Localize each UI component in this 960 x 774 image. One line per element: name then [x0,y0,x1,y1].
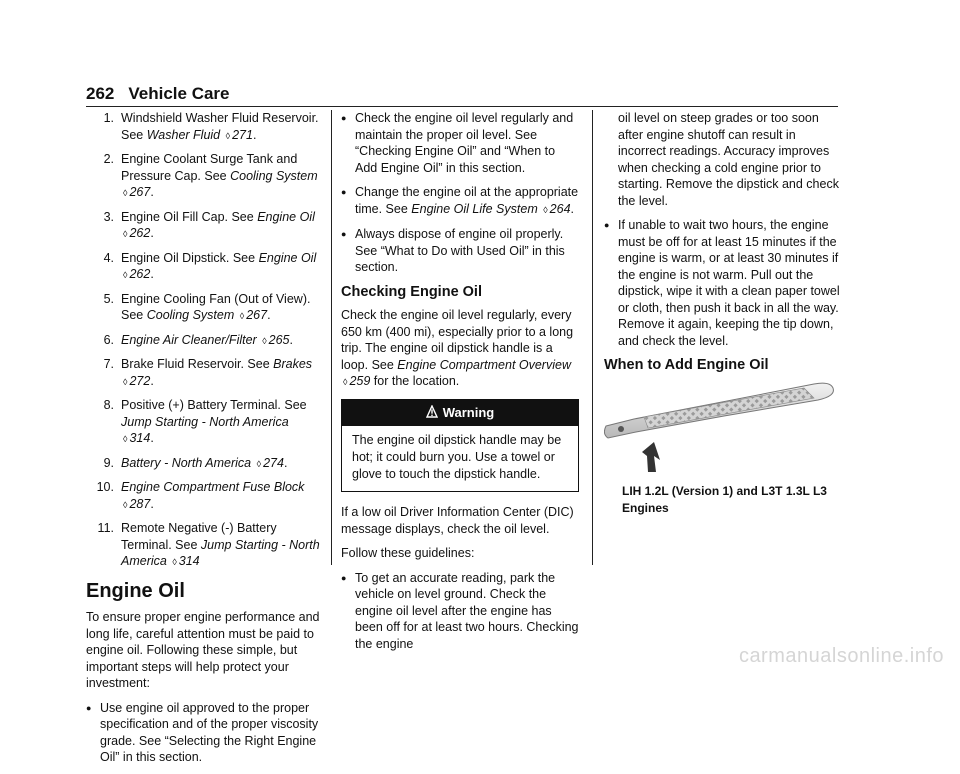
page-number: 262 [86,84,115,103]
item-text [121,151,320,202]
item-number: 3. [103,209,114,224]
page-ref-arrow-icon: ◊ [262,335,267,346]
numbered-item [86,397,320,448]
cross-ref-link[interactable]: Engine Oil [257,209,315,224]
bullet-text: If unable to wait two hours, the engine must be off for at least 15 minutes if the engine is warm, or at least 30 minutes if the engine is not warm. Pull out the dipstick, wipe it with a clean paper towel or cloth, then push it back in all the way. Remove it again, keeping the tip down, and check the level. [618,218,840,348]
item-lead-text: Engine Oil Dipstick. See [121,250,259,265]
column-2 [341,110,579,660]
item-lead-text: Engine Cooling Fan (Out of View). See [121,291,311,322]
dic-paragraph: If a low oil Driver Information Center (DIC) message displays, check the oil level. [341,505,574,536]
warning-title: Warning [442,404,495,420]
bullet-text: Always dispose of engine oil properly. See “What to Do with Used Oil” in this section. [355,227,565,274]
item-text [121,397,320,448]
dipstick-figure [604,382,840,517]
item-end: . [150,373,154,388]
numbered-item [86,520,320,571]
watermark: carmanualsonline.info [738,645,944,667]
page-ref-arrow-icon: ◊ [343,377,348,387]
item-end: . [150,226,154,240]
item-lead-text: Engine Oil Fill Cap. See [121,209,258,224]
when-to-add-heading: When to Add Engine Oil [604,357,769,373]
page-ref[interactable]: 262 [129,267,151,281]
list-item [341,184,579,218]
continued-bullet-text: oil level on steep grades or too soon after engine shutoff can result in incorrect readings. Accuracy improves when checking a cold engine prior to starting. Remove the dipstick and check the level. [618,111,839,208]
cross-ref-link[interactable]: Cooling System [230,168,318,183]
paragraph-text: Check the engine oil level regularly, every 650 km (400 mi), especially prior to a long trip. The engine oil dipstick handle is a loop. See [341,308,574,372]
cross-ref-link[interactable]: Jump Starting - North America [121,414,289,429]
item-text [121,209,320,243]
page-ref-arrow-icon: ◊ [225,130,231,141]
list-item [341,110,579,176]
item-end: . [150,185,154,199]
bullet-text-part: Change the engine oil at the appropriate time. See [355,185,579,216]
engine-oil-heading: Engine Oil [86,579,185,602]
numbered-list [86,110,320,571]
item-number: 4. [103,250,114,265]
page-ref-arrow-icon: ◊ [123,188,128,198]
checking-oil-heading: Checking Engine Oil [341,283,482,300]
item-end: . [150,267,154,281]
item-lead-text: Remote Negative (-) Battery Terminal. See [121,521,277,552]
item-number: 1. [103,111,114,125]
page-ref-arrow-icon: ◊ [123,229,128,239]
numbered-item [86,479,320,513]
page-ref-arrow-icon: ◊ [123,376,128,387]
page-ref[interactable]: 274 [263,455,284,470]
page-ref-arrow-icon: ◊ [123,499,128,510]
page-ref-arrow-icon: ◊ [543,204,548,215]
bullet-icon: ● [604,220,610,230]
bullet-icon: ● [341,187,347,197]
item-text [121,455,320,473]
numbered-item [86,151,320,202]
warning-icon [426,405,438,419]
item-number: 9. [103,455,114,470]
cross-ref-link[interactable]: Brakes [273,357,313,371]
item-number: 6. [103,332,114,347]
warning-header [342,400,578,427]
page-ref[interactable]: 287 [129,496,151,511]
item-text [121,356,320,390]
item-lead-text: Positive (+) Battery Terminal. See [121,398,307,412]
page-ref[interactable]: 267 [246,308,268,322]
cross-ref-link[interactable]: Jump Starting - North America [121,537,320,568]
bullet-text [355,184,579,218]
item-number: 11. [97,521,114,535]
item-text [121,291,320,325]
bullet-icon: ● [341,572,347,583]
list-item [86,700,320,766]
item-end: . [283,455,288,470]
page-ref[interactable]: 272 [129,373,151,388]
guidelines-intro: Follow these guidelines: [341,546,475,560]
page-ref-arrow-icon: ◊ [239,311,245,321]
warning-box [341,399,579,493]
cross-ref-link[interactable]: Engine Compartment Overview [397,357,571,372]
item-text [121,332,320,350]
bullet-text: Check the engine oil level regularly and maintain the proper oil level. See “Checking Engine Oil” and “When to Add Engine Oil” in this section. [355,111,574,175]
item-end: . [150,496,154,511]
item-end: . [150,431,154,445]
column-divider-1 [331,110,332,565]
item-number: 10. [96,480,114,494]
numbered-item [86,209,320,243]
page-ref[interactable]: 262 [129,226,151,240]
list-item [341,570,579,653]
bullet-text: To get an accurate reading, park the vehicle on level ground. Check the engine oil level after the engine has been off for at least two hours. Checking the engine [355,570,579,651]
list-item [604,217,840,349]
bullet-icon: ● [86,702,92,713]
header-rule [86,106,838,107]
cross-ref-link[interactable]: Battery - North America [121,455,252,470]
page-ref[interactable]: 267 [129,185,151,199]
item-number: 5. [103,291,114,306]
item-text [121,110,320,144]
cross-ref-link[interactable]: Washer Fluid [146,127,221,142]
dipstick-illustration [604,382,840,477]
cross-ref-link[interactable]: Cooling System [146,308,235,322]
item-lead-text: Windshield Washer Fluid Reservoir. See [121,111,319,142]
bullet-text: Use engine oil approved to the proper specification and of the proper viscosity grade. See “Selecting the Right Engine Oil” in this section. [100,700,319,764]
numbered-item [86,455,320,473]
page-ref-arrow-icon: ◊ [123,270,128,280]
numbered-item [86,110,320,144]
paragraph-text: for the location. [370,374,460,388]
item-text [121,250,320,284]
bullet-icon: ● [341,113,347,123]
figure-caption: LIH 1.2L (Version 1) and L3T 1.3L L3 Engines [622,484,827,515]
page-ref-arrow-icon: ◊ [172,557,177,567]
item-number: 7. [103,357,114,371]
page-ref[interactable]: 271 [232,127,253,142]
column-1 [86,110,320,774]
item-number: 2. [103,152,114,166]
column-3 [604,110,840,516]
numbered-item [86,250,320,284]
item-end: . [267,308,271,322]
cross-ref-link[interactable]: Engine Compartment Fuse Block [121,480,305,494]
page-ref[interactable]: 265 [268,332,290,347]
list-item [341,226,579,276]
cross-ref-link[interactable]: Engine Air Cleaner/Filter [121,332,257,347]
page-ref[interactable]: 259 [349,374,371,388]
page-ref[interactable]: 264 [549,201,571,216]
bullet-text-end: . [570,201,575,216]
page-ref-arrow-icon: ◊ [123,434,128,444]
item-lead-text: Engine Coolant Surge Tank and Pressure Cap. See [121,152,298,183]
page-header [86,84,230,104]
item-end: . [289,332,293,347]
numbered-item [86,356,320,390]
cross-ref-link[interactable]: Engine Oil [258,250,317,265]
section-title: Vehicle Care [128,84,230,103]
checking-oil-paragraph [341,307,579,391]
warning-text: The engine oil dipstick handle may be hot; it could burn you. Use a towel or glove to touch the dipstick handle. [352,433,562,481]
bullet-icon: ● [341,229,347,239]
item-number: 8. [103,398,114,412]
numbered-item [86,291,320,325]
page-ref[interactable]: 314 [178,554,200,568]
page-ref-arrow-icon: ◊ [256,458,262,469]
cross-ref-link[interactable]: Engine Oil Life System [411,201,538,216]
item-text [121,520,320,571]
engine-oil-intro: To ensure proper engine performance and long life, careful attention must be paid to engine oil. Following these simple, but important steps will help protect your investment: [86,610,320,690]
page-ref[interactable]: 314 [129,431,151,445]
item-text [121,479,320,513]
item-end: . [252,127,257,142]
continued-text [604,110,840,209]
numbered-item [86,332,320,350]
column-divider-2 [592,110,593,565]
item-lead-text: Brake Fluid Reservoir. See [121,357,274,371]
